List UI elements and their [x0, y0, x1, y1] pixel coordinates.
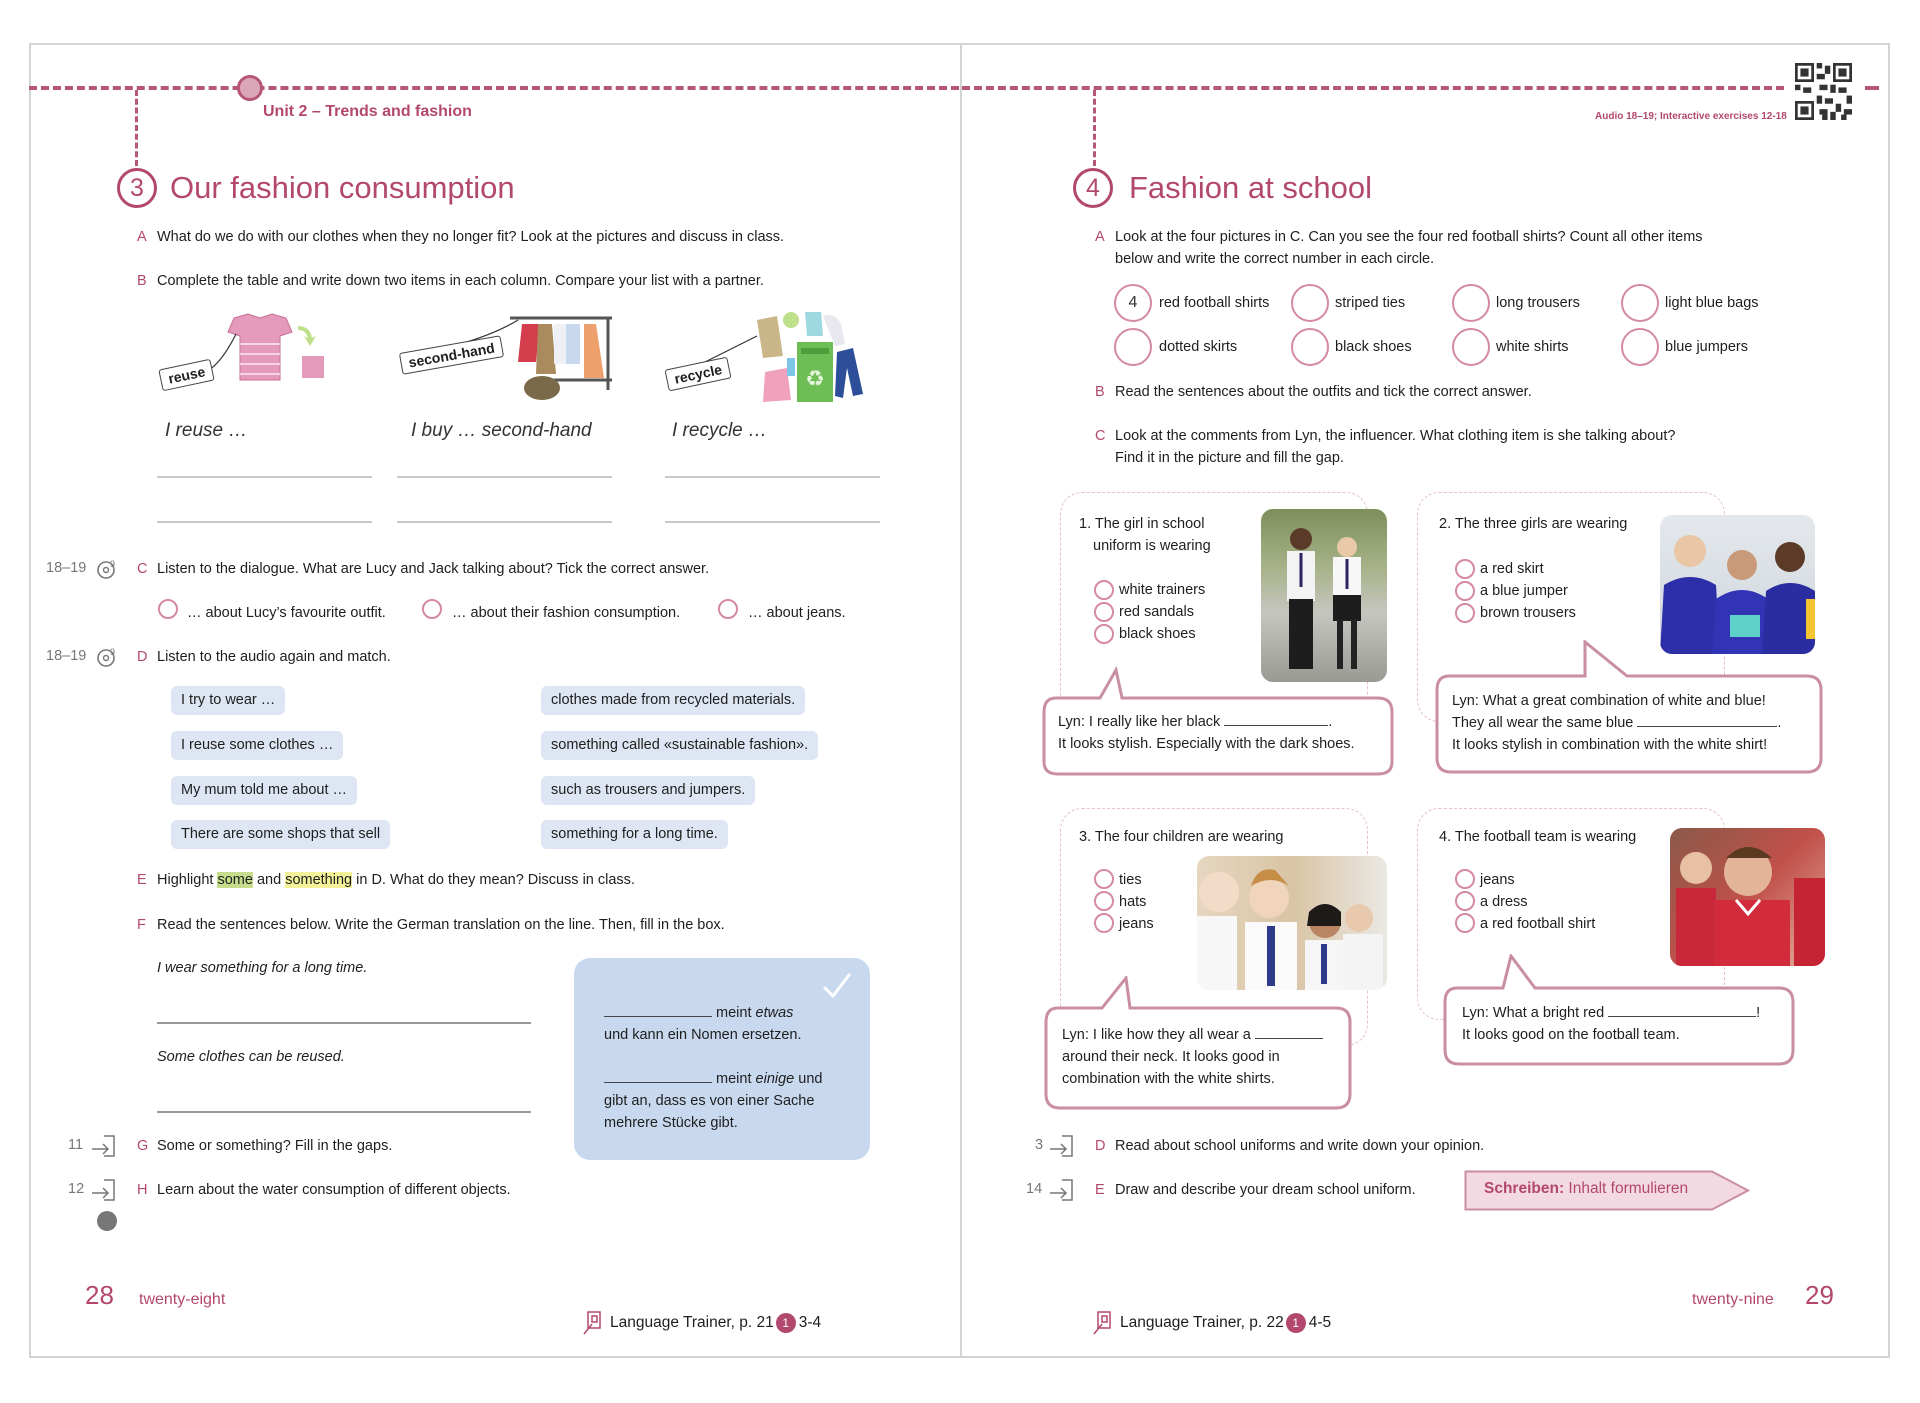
fill-blank[interactable]	[604, 1068, 712, 1083]
count-item-label: white shirts	[1496, 339, 1569, 355]
write-line[interactable]	[397, 476, 612, 478]
writing-skill-label	[1484, 1180, 1688, 1198]
exercise-letter: A	[137, 229, 147, 245]
box-line: und kann ein Nomen ersetzen.	[604, 1027, 802, 1043]
count-item-label: light blue bags	[1665, 295, 1759, 311]
exercise-text: Look at the four pictures in C. Can you see the four red football shirts? Count all other items	[1115, 229, 1703, 245]
answer-radio[interactable]	[422, 599, 442, 619]
match-left-item[interactable]: I reuse some clothes …	[171, 731, 343, 760]
exercise-e	[1095, 1179, 1416, 1201]
match-right-item[interactable]: such as trousers and jumpers.	[541, 776, 755, 805]
bubble-line	[1462, 1002, 1760, 1024]
section-title: Our fashion consumption	[170, 170, 515, 205]
speech-bubble-1	[1058, 711, 1355, 755]
header-dashed-line-end	[1865, 86, 1879, 90]
translation-line[interactable]	[157, 1111, 531, 1113]
exercise-letter: C	[137, 561, 148, 577]
qr-code-icon[interactable]	[1795, 63, 1852, 120]
answer-option[interactable]: red sandals	[1119, 604, 1194, 620]
answer-radio[interactable]	[1094, 891, 1114, 911]
answer-radio[interactable]	[1455, 913, 1475, 933]
comment-text: What a bright red	[1492, 1005, 1605, 1021]
skill-name: Schreiben:	[1484, 1180, 1565, 1197]
section-3-connector	[135, 90, 138, 166]
audio-track-number: 18–19	[46, 648, 87, 664]
box-text: einige	[755, 1071, 795, 1087]
sentence-1: I wear something for a long time.	[157, 960, 368, 976]
comment-text: I like how they all wear a	[1092, 1027, 1251, 1043]
exercise-c	[1095, 425, 1676, 447]
grammar-info-box	[574, 958, 870, 1160]
exercise-letter: H	[137, 1182, 148, 1198]
answer-radio[interactable]	[1094, 869, 1114, 889]
exercise-text: Read about school uniforms and write down your opinion.	[1115, 1138, 1485, 1154]
page-number-word: twenty-eight	[139, 1291, 226, 1308]
checkmark-icon	[822, 972, 852, 1000]
fill-blank[interactable]	[1224, 711, 1328, 726]
match-right-item[interactable]: something for a long time.	[541, 820, 728, 849]
skill-detail: Inhalt formulieren	[1568, 1180, 1689, 1197]
section-4-connector	[1093, 90, 1096, 166]
box-text: und	[798, 1071, 823, 1087]
comment-text: .	[1328, 714, 1333, 730]
exercise-letter: C	[1095, 428, 1106, 444]
answer-option[interactable]: … about jeans.	[748, 605, 846, 621]
answer-radio[interactable]	[1455, 559, 1475, 579]
trainer-range: 4-5	[1308, 1314, 1332, 1331]
svg-text:9: 9	[110, 559, 116, 569]
unit-marker-dot	[237, 75, 263, 101]
exercise-text: What do we do with our clothes when they no longer fit? Look at the pictures and discuss in class.	[157, 229, 785, 245]
tag-second-hand: second-hand	[399, 335, 504, 375]
count-circle[interactable]	[1291, 328, 1329, 366]
count-item-label: blue jumpers	[1665, 339, 1749, 355]
box-line: mehrere Stücke gibt.	[604, 1115, 738, 1131]
girls-figures	[1660, 515, 1815, 654]
box-text: etwas	[755, 1005, 794, 1021]
answer-option[interactable]: … about Lucy’s favourite outfit.	[187, 605, 386, 621]
trainer-range: 3-4	[798, 1314, 822, 1331]
sentence-2: Some clothes can be reused.	[157, 1049, 345, 1065]
answer-option[interactable]: a blue jumper	[1480, 583, 1568, 599]
answer-radio[interactable]	[1094, 624, 1114, 644]
count-circle[interactable]	[1621, 284, 1659, 322]
answer-option[interactable]: ties	[1119, 872, 1142, 888]
exercise-ref-number: 3	[1035, 1137, 1044, 1153]
exercise-text: Learn about the water consumption of different objects.	[157, 1182, 511, 1198]
fill-blank[interactable]	[1637, 712, 1777, 727]
answer-radio[interactable]	[1455, 581, 1475, 601]
write-line[interactable]	[665, 521, 880, 523]
answer-option[interactable]: brown trousers	[1480, 605, 1576, 621]
exercise-text: Listen to the dialogue. What are Lucy and Jack talking about? Tick the correct answer.	[157, 561, 710, 577]
fill-blank[interactable]	[1608, 1002, 1756, 1017]
audio-cd-icon[interactable]	[96, 558, 118, 580]
exercise-letter: E	[137, 872, 147, 888]
count-item-label: red football shirts	[1159, 295, 1270, 311]
box-line	[604, 1068, 822, 1090]
exercise-letter: E	[1095, 1182, 1105, 1198]
exercise-f	[137, 914, 725, 936]
exercise-a	[137, 226, 785, 248]
tag-recycle: recycle	[664, 357, 731, 392]
answer-option[interactable]: a red football shirt	[1480, 916, 1596, 932]
fill-blank[interactable]	[1255, 1024, 1323, 1039]
speech-bubble-2	[1452, 690, 1781, 756]
exercise-text: Some or something? Fill in the gaps.	[157, 1138, 393, 1154]
answer-option[interactable]: jeans	[1480, 872, 1515, 888]
count-circle[interactable]	[1114, 328, 1152, 366]
exercise-a	[1095, 226, 1703, 248]
exercise-c-line2: Find it in the picture and fill the gap.	[1115, 450, 1344, 466]
bubble-line	[1452, 712, 1781, 734]
exercise-d	[1095, 1135, 1485, 1157]
writing-skill-button[interactable]	[1464, 1170, 1750, 1211]
bubble-line: It looks good on the football team.	[1462, 1027, 1680, 1043]
exercise-a-line2: below and write the correct number in each circle.	[1115, 251, 1435, 267]
count-item-label: striped ties	[1335, 295, 1406, 311]
count-circle[interactable]	[1291, 284, 1329, 322]
language-trainer-ref[interactable]	[582, 1310, 821, 1336]
bubble-line	[1062, 1024, 1323, 1046]
exercise-b	[1095, 381, 1532, 403]
svg-text:9: 9	[110, 647, 116, 657]
workbook-link-icon[interactable]	[1048, 1133, 1076, 1159]
match-left-item[interactable]: There are some shops that sell	[171, 820, 390, 849]
box-text: meint	[716, 1071, 752, 1087]
page-number: 28	[85, 1280, 114, 1310]
answer-option[interactable]: hats	[1119, 894, 1147, 910]
prompt-reuse: I reuse …	[165, 420, 248, 441]
workbook-link-icon[interactable]	[1048, 1177, 1076, 1203]
svg-text:♻: ♻	[805, 366, 825, 391]
panel-title: 3. The four children are wearing	[1079, 829, 1284, 845]
optional-exercise-dot	[97, 1211, 117, 1231]
language-trainer-ref[interactable]	[1092, 1310, 1331, 1336]
count-circle[interactable]	[1452, 284, 1490, 322]
exercise-g	[137, 1135, 393, 1157]
count-circle[interactable]	[1452, 328, 1490, 366]
trainer-badge: 1	[776, 1313, 796, 1333]
page-number: 29	[1805, 1280, 1834, 1310]
bubble-line: It looks stylish in combination with the white shirt!	[1452, 737, 1768, 753]
answer-radio[interactable]	[1455, 891, 1475, 911]
count-item-label: black shoes	[1335, 339, 1412, 355]
count-circle[interactable]: 4	[1114, 284, 1152, 322]
answer-radio[interactable]	[1455, 869, 1475, 889]
answer-option[interactable]: a red skirt	[1480, 561, 1544, 577]
speech-bubble-4	[1462, 1002, 1760, 1046]
exercise-text: and	[256, 872, 282, 888]
section-number-badge: 3	[117, 168, 157, 208]
panel-title: 2. The three girls are wearing	[1439, 516, 1628, 532]
panel-title: 1. The girl in school	[1079, 516, 1205, 532]
fill-blank[interactable]	[604, 1002, 712, 1017]
match-right-item[interactable]: clothes made from recycled materials.	[541, 686, 805, 715]
photo-students-walking	[1261, 509, 1387, 682]
box-text: meint	[716, 1005, 752, 1021]
tag-reuse: reuse	[158, 359, 215, 392]
speaker: Lyn:	[1462, 1005, 1489, 1021]
header-dashed-line-right	[962, 86, 1784, 90]
bubble-line: around their neck. It looks good in	[1062, 1049, 1280, 1065]
count-item-label: dotted skirts	[1159, 339, 1238, 355]
exercise-text: Complete the table and write down two items in each column. Compare your list with a partner.	[157, 273, 764, 289]
exercise-letter: B	[1095, 384, 1105, 400]
exercise-e	[137, 869, 635, 891]
exercise-h	[137, 1179, 511, 1201]
section-number-badge: 4	[1073, 168, 1113, 208]
photo-three-girls	[1660, 515, 1815, 654]
audio-track-number: 18–19	[46, 560, 87, 576]
comment-text: I really like her black	[1088, 714, 1221, 730]
exercise-text: Read the sentences below. Write the German translation on the line. Then, fill in the box.	[157, 917, 725, 933]
answer-radio[interactable]	[1094, 913, 1114, 933]
box-line: gibt an, dass es von einer Sache	[604, 1093, 815, 1109]
bubble-line	[1452, 690, 1781, 712]
students-figures	[1261, 509, 1387, 682]
trainer-badge: 1	[1286, 1313, 1306, 1333]
page-gutter	[960, 43, 962, 1358]
exercise-text: Look at the comments from Lyn, the influencer. What clothing item is she talking about?	[1115, 428, 1676, 444]
write-line[interactable]	[397, 521, 612, 523]
count-item-label: long trousers	[1496, 295, 1580, 311]
exercise-ref-number: 12	[68, 1181, 85, 1197]
exercise-text: Draw and describe your dream school uniform.	[1115, 1182, 1416, 1198]
answer-radio[interactable]	[1455, 603, 1475, 623]
panel-title: uniform is wearing	[1093, 538, 1211, 554]
match-left-item[interactable]: I try to wear …	[171, 686, 285, 715]
football-players	[1670, 828, 1825, 966]
exercise-text: Highlight	[157, 872, 214, 888]
bubble-line: It looks stylish. Especially with the dark shoes.	[1058, 736, 1355, 752]
exercise-text: Read the sentences about the outfits and tick the correct answer.	[1115, 384, 1532, 400]
unit-title: Unit 2 – Trends and fashion	[263, 103, 472, 120]
exercise-text: Listen to the audio again and match.	[157, 649, 391, 665]
trainer-book-icon	[1092, 1310, 1114, 1336]
write-line[interactable]	[665, 476, 880, 478]
exercise-letter: B	[137, 273, 147, 289]
exercise-c	[137, 558, 710, 580]
highlight-something: something	[285, 872, 353, 888]
workbook-link-icon[interactable]	[90, 1133, 118, 1159]
reuse-illustration	[160, 312, 340, 402]
audio-cd-icon[interactable]	[96, 646, 118, 668]
answer-option[interactable]: black shoes	[1119, 626, 1196, 642]
recycle-illustration	[665, 306, 885, 406]
exercise-letter: A	[1095, 229, 1105, 245]
comment-text: !	[1756, 1005, 1761, 1021]
trainer-book-icon	[582, 1310, 604, 1336]
photo-four-children	[1197, 856, 1387, 990]
photo-football-team	[1670, 828, 1825, 966]
answer-radio[interactable]	[158, 599, 178, 619]
comment-text: They all wear the same blue	[1452, 715, 1634, 731]
exercise-text: in D. What do they mean? Discuss in class.	[356, 872, 635, 888]
bubble-line	[1058, 711, 1355, 733]
page-number-word: twenty-nine	[1692, 1291, 1774, 1308]
box-line	[604, 1002, 793, 1024]
comment-text: .	[1777, 715, 1782, 731]
exercise-letter: G	[137, 1138, 149, 1154]
exercise-b	[137, 270, 764, 292]
highlight-some: some	[217, 872, 253, 888]
speaker: Lyn:	[1062, 1027, 1089, 1043]
workbook-link-icon[interactable]	[90, 1177, 118, 1203]
match-right-item[interactable]: something called «sustainable fashion».	[541, 731, 818, 760]
trainer-text: Language Trainer, p. 22	[1120, 1314, 1284, 1331]
answer-option[interactable]: white trainers	[1119, 582, 1206, 598]
section-title: Fashion at school	[1129, 170, 1372, 205]
exercise-letter: D	[1095, 1138, 1106, 1154]
answer-radio[interactable]	[1094, 580, 1114, 600]
write-line[interactable]	[157, 521, 372, 523]
trainer-text: Language Trainer, p. 21	[610, 1314, 774, 1331]
translation-line[interactable]	[157, 1022, 531, 1024]
speech-bubble-3	[1062, 1024, 1323, 1090]
resources-label: Audio 18–19; Interactive exercises 12-18	[1595, 111, 1787, 122]
write-line[interactable]	[157, 476, 372, 478]
exercise-ref-number: 11	[68, 1137, 84, 1153]
speaker: Lyn:	[1058, 714, 1085, 730]
exercise-d	[137, 646, 391, 668]
comment-text: What a great combination of white and blue!	[1482, 693, 1766, 709]
bubble-line: combination with the white shirts.	[1062, 1071, 1275, 1087]
exercise-letter: F	[137, 917, 146, 933]
children-figures	[1197, 856, 1387, 990]
answer-radio[interactable]	[1094, 602, 1114, 622]
answer-option[interactable]: … about their fashion consumption.	[452, 605, 681, 621]
prompt-recycle: I recycle …	[672, 420, 768, 441]
answer-option[interactable]: a dress	[1480, 894, 1528, 910]
answer-radio[interactable]	[718, 599, 738, 619]
exercise-letter: D	[137, 649, 148, 665]
answer-option[interactable]: jeans	[1119, 916, 1154, 932]
count-circle[interactable]	[1621, 328, 1659, 366]
exercise-ref-number: 14	[1026, 1181, 1043, 1197]
speaker: Lyn:	[1452, 693, 1479, 709]
panel-title: 4. The football team is wearing	[1439, 829, 1637, 845]
prompt-second-hand: I buy … second-hand	[411, 420, 592, 441]
header-dashed-line-left	[29, 86, 959, 90]
match-left-item[interactable]: My mum told me about …	[171, 776, 357, 805]
